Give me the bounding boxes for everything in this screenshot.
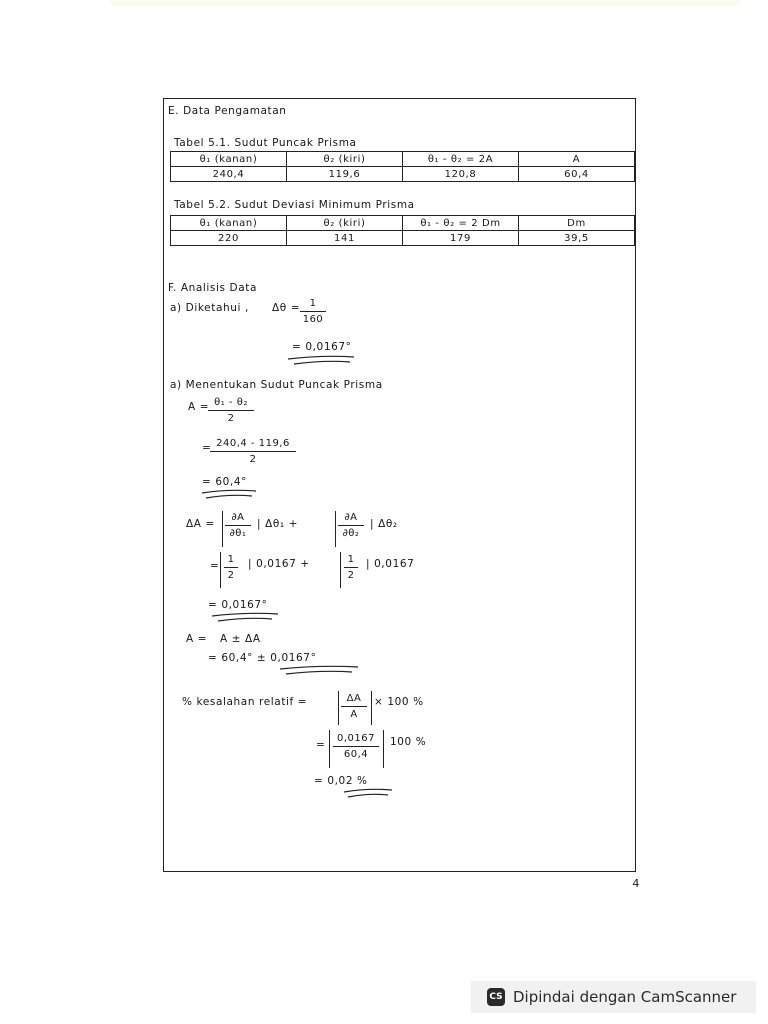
a-final-lhs: A = xyxy=(186,633,208,645)
table1-header-row xyxy=(171,152,635,167)
abs-bar xyxy=(371,691,372,725)
table2-header-cell: Dm xyxy=(519,216,635,231)
delta-a-value-1: | 0,0167 + xyxy=(248,558,310,570)
part-b-lhs: A = xyxy=(188,401,210,413)
table1-cell: 119,6 xyxy=(287,167,403,182)
fraction-denominator: 2 xyxy=(347,570,355,581)
part-a-result: = 0,0167° xyxy=(292,341,352,353)
result-underline-scribble xyxy=(284,353,364,367)
fraction-denominator: 2 xyxy=(227,570,235,581)
fraction-bar xyxy=(225,525,251,526)
part-b-fraction xyxy=(208,396,254,425)
result-underline-scribble xyxy=(198,488,268,502)
table2-header-cell: θ₁ (kanan) xyxy=(171,216,287,231)
error-label: % kesalahan relatif = xyxy=(182,696,308,708)
fraction-numerator: ∂A xyxy=(231,512,245,523)
fraction-numerator: 1 xyxy=(309,298,317,309)
fraction-denominator: ∂θ₁ xyxy=(229,528,247,539)
table1-header-cell: θ₂ (kiri) xyxy=(287,152,403,167)
delta-a-term-1: | Δθ₁ + xyxy=(257,518,299,530)
table1-cell: 240,4 xyxy=(171,167,287,182)
fraction-denominator: 2 xyxy=(249,454,257,465)
fraction-numerator: ΔA xyxy=(346,693,362,704)
delta-a-value-2: | 0,0167 xyxy=(366,558,415,570)
abs-bar xyxy=(222,511,223,547)
fraction-numerator: 0,0167 xyxy=(337,733,375,744)
worksheet-frame xyxy=(163,98,636,872)
part-b-label: a) Menentukan Sudut Puncak Prisma xyxy=(170,379,383,391)
table2-header-row xyxy=(171,216,635,231)
fraction-bar xyxy=(338,525,364,526)
part-a-label: a) Diketahui , xyxy=(170,302,249,314)
fraction-bar xyxy=(344,567,358,568)
table2 xyxy=(170,215,635,246)
fraction-bar xyxy=(341,706,367,707)
fraction-denominator: ∂θ₂ xyxy=(342,528,360,539)
fraction-numerator: 240,4 - 119,6 xyxy=(216,438,290,449)
part-a-fraction xyxy=(300,297,326,326)
camscanner-badge xyxy=(471,981,756,1013)
error-term-1: × 100 % xyxy=(374,696,424,708)
delta-a-equals: = xyxy=(210,560,220,572)
table1-header-cell: θ₁ (kanan) xyxy=(171,152,287,167)
delta-a-half-2 xyxy=(344,553,358,582)
section-e-heading: E. Data Pengamatan xyxy=(168,105,287,117)
abs-bar xyxy=(338,691,339,725)
part-b-substitution-fraction xyxy=(210,437,296,466)
fraction-bar xyxy=(210,451,296,452)
table2-cell: 220 xyxy=(171,231,287,246)
abs-bar xyxy=(220,552,221,588)
table2-data-row xyxy=(171,231,635,246)
delta-a-half-1 xyxy=(224,553,238,582)
fraction-numerator: 1 xyxy=(347,554,355,565)
delta-a-partial-2 xyxy=(338,511,364,540)
table2-header-cell: θ₂ (kiri) xyxy=(287,216,403,231)
fraction-denominator: 160 xyxy=(302,314,324,325)
table2-cell: 39,5 xyxy=(519,231,635,246)
fraction-denominator: 60,4 xyxy=(343,749,369,760)
top-edge-tint xyxy=(110,0,740,6)
abs-bar xyxy=(340,552,341,588)
table1-cell: 60,4 xyxy=(519,167,635,182)
fraction-bar xyxy=(224,567,238,568)
fraction-numerator: 1 xyxy=(227,554,235,565)
abs-bar xyxy=(383,730,384,768)
fraction-bar xyxy=(208,410,254,411)
delta-a-partial-1 xyxy=(225,511,251,540)
a-final-result: = 60,4° ± 0,0167° xyxy=(208,652,317,664)
table1-data-row xyxy=(171,167,635,182)
section-f-heading: F. Analisis Data xyxy=(168,282,258,294)
table1-caption: Tabel 5.1. Sudut Puncak Prisma xyxy=(174,137,357,149)
delta-a-term-2: | Δθ₂ xyxy=(370,518,398,530)
error-term-2: 100 % xyxy=(390,736,427,748)
fraction-bar xyxy=(300,311,326,312)
page-number: 4 xyxy=(632,877,640,890)
table1-header-cell: A xyxy=(519,152,635,167)
abs-bar xyxy=(335,511,336,547)
table2-header-cell: θ₁ - θ₂ = 2 Dm xyxy=(403,216,519,231)
fraction-denominator: A xyxy=(350,709,358,720)
camscanner-logo-icon: CS xyxy=(487,988,505,1006)
abs-bar xyxy=(329,730,330,768)
result-underline-scribble xyxy=(206,611,286,625)
result-underline-scribble xyxy=(340,787,400,801)
part-b-result: = 60,4° xyxy=(202,476,247,488)
fraction-denominator: 2 xyxy=(227,413,235,424)
error-result: = 0,02 % xyxy=(314,775,368,787)
table1 xyxy=(170,151,635,182)
error-fraction-1 xyxy=(341,692,367,721)
delta-a-result: = 0,0167° xyxy=(208,599,268,611)
error-fraction-2 xyxy=(333,732,379,761)
delta-a-lhs: ΔA = xyxy=(186,518,215,530)
part-a-lhs: Δθ = xyxy=(272,302,301,314)
fraction-numerator: θ₁ - θ₂ xyxy=(214,397,248,408)
camscanner-text: Dipindai dengan CamScanner xyxy=(513,988,737,1006)
fraction-numerator: ∂A xyxy=(344,512,358,523)
a-final-expression: A ± ΔA xyxy=(220,633,261,645)
table1-cell: 120,8 xyxy=(403,167,519,182)
error-equals: = xyxy=(316,739,326,751)
table2-cell: 179 xyxy=(403,231,519,246)
table2-caption: Tabel 5.2. Sudut Deviasi Minimum Prisma xyxy=(174,199,415,211)
part-b-equals: = xyxy=(202,442,212,454)
fraction-bar xyxy=(333,746,379,747)
table2-cell: 141 xyxy=(287,231,403,246)
table1-header-cell: θ₁ - θ₂ = 2A xyxy=(403,152,519,167)
result-underline-scribble xyxy=(276,664,366,678)
